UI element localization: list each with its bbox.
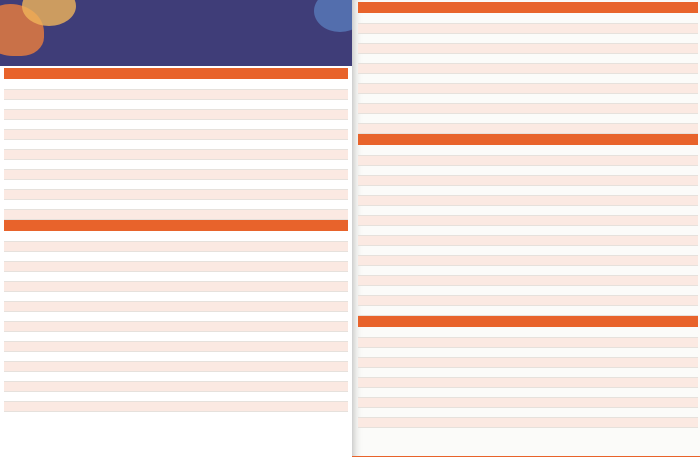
event-cell [68,312,252,321]
event-place [604,64,698,73]
event-place [604,24,698,33]
event-place [604,246,698,255]
event-row [358,124,698,134]
event-place [252,232,348,241]
event-place [604,156,698,165]
event-cell [68,282,252,291]
event-row [358,368,698,378]
event-date [4,190,68,199]
event-date [358,246,422,255]
event-date [4,252,68,261]
event-place [252,190,348,199]
event-date [4,332,68,341]
event-cell [422,114,604,123]
event-cell [422,124,604,133]
event-place [604,84,698,93]
month-header [358,316,698,327]
event-cell [422,186,604,195]
event-cell [422,44,604,53]
event-place [252,272,348,281]
event-date [4,232,68,241]
event-place [252,372,348,381]
event-cell [68,170,252,179]
event-row [358,74,698,84]
event-cell [68,332,252,341]
event-date [358,378,422,387]
month-header [4,68,348,79]
event-place [252,322,348,331]
event-cell [422,408,604,417]
event-place [604,146,698,155]
event-cell [68,322,252,331]
event-place [604,176,698,185]
event-place [252,382,348,391]
event-date [358,368,422,377]
event-date [4,312,68,321]
event-row [4,302,348,312]
event-row [358,286,698,296]
event-cell [422,156,604,165]
event-row [358,226,698,236]
event-row [4,332,348,342]
event-cell [422,206,604,215]
event-place [604,44,698,53]
event-place [604,378,698,387]
event-place [252,332,348,341]
event-cell [68,292,252,301]
month-header [358,134,698,145]
event-place [604,196,698,205]
event-place [252,140,348,149]
event-cell [68,402,252,411]
event-cell [68,242,252,251]
event-place [604,338,698,347]
event-place [604,348,698,357]
event-date [358,114,422,123]
event-place [604,166,698,175]
event-date [358,74,422,83]
event-cell [68,180,252,189]
event-place [604,358,698,367]
event-row [4,140,348,150]
event-cell [422,34,604,43]
event-cell [422,146,604,155]
event-place [252,292,348,301]
event-row [4,272,348,282]
event-date [358,256,422,265]
event-row [358,186,698,196]
event-row [358,24,698,34]
event-row [358,378,698,388]
event-place [252,160,348,169]
event-place [604,328,698,337]
event-place [604,34,698,43]
event-row [4,120,348,130]
event-date [358,306,422,315]
event-date [358,236,422,245]
event-row [358,348,698,358]
event-cell [68,302,252,311]
event-place [252,90,348,99]
event-date [358,296,422,305]
event-date [4,282,68,291]
event-date [4,292,68,301]
event-row [4,282,348,292]
event-row [4,242,348,252]
event-date [4,150,68,159]
event-cell [68,150,252,159]
event-row [358,276,698,286]
event-date [4,242,68,251]
event-date [4,200,68,209]
event-row [358,236,698,246]
event-place [252,180,348,189]
event-cell [68,90,252,99]
event-place [604,236,698,245]
event-row [4,90,348,100]
event-date [358,388,422,397]
event-cell [422,368,604,377]
event-cell [68,140,252,149]
event-date [4,272,68,281]
event-date [358,64,422,73]
event-row [4,200,348,210]
event-date [358,186,422,195]
month-header [358,2,698,13]
event-date [4,210,68,219]
event-cell [422,14,604,23]
event-cell [422,246,604,255]
event-place [604,296,698,305]
event-row [4,322,348,332]
event-row [358,14,698,24]
event-cell [422,418,604,427]
event-date [4,110,68,119]
event-row [358,216,698,226]
event-row [358,156,698,166]
event-cell [422,84,604,93]
event-place [604,54,698,63]
event-date [358,24,422,33]
event-date [4,80,68,89]
event-row [4,110,348,120]
event-place [252,150,348,159]
event-cell [422,398,604,407]
event-place [252,170,348,179]
event-cell [68,210,252,219]
event-row [4,232,348,242]
event-place [604,368,698,377]
event-date [358,348,422,357]
event-row [4,372,348,382]
event-place [252,352,348,361]
event-row [4,352,348,362]
event-place [604,418,698,427]
event-place [252,80,348,89]
event-place [604,74,698,83]
event-row [358,398,698,408]
event-date [358,418,422,427]
event-place [604,388,698,397]
event-row [4,362,348,372]
event-cell [68,110,252,119]
event-row [358,176,698,186]
event-row [4,160,348,170]
event-date [4,392,68,401]
event-row [358,34,698,44]
event-row [358,206,698,216]
event-cell [422,378,604,387]
event-cell [422,176,604,185]
event-date [4,130,68,139]
event-place [604,124,698,133]
event-row [4,312,348,322]
event-row [358,94,698,104]
right-event-list [358,2,698,474]
event-cell [68,342,252,351]
event-place [604,216,698,225]
event-cell [68,120,252,129]
event-date [358,286,422,295]
right-page [352,0,700,476]
event-date [358,94,422,103]
event-date [358,84,422,93]
event-row [358,328,698,338]
event-cell [68,80,252,89]
event-date [358,408,422,417]
header-band [0,0,352,66]
event-row [358,54,698,64]
event-cell [422,348,604,357]
left-event-list [4,68,348,474]
event-place [604,14,698,23]
event-row [358,114,698,124]
event-date [4,342,68,351]
event-cell [422,328,604,337]
event-place [604,266,698,275]
event-cell [422,236,604,245]
event-date [358,358,422,367]
event-cell [422,296,604,305]
event-date [4,90,68,99]
event-row [358,388,698,398]
event-row [358,408,698,418]
event-row [4,292,348,302]
event-cell [68,272,252,281]
event-place [252,362,348,371]
event-place [604,306,698,315]
event-date [358,124,422,133]
event-date [4,352,68,361]
event-cell [68,392,252,401]
event-date [4,120,68,129]
event-row [358,256,698,266]
event-date [4,100,68,109]
event-place [604,114,698,123]
event-cell [68,232,252,241]
event-place [252,210,348,219]
event-date [358,104,422,113]
event-date [4,170,68,179]
event-cell [422,276,604,285]
event-row [358,418,698,428]
event-date [358,166,422,175]
event-row [4,150,348,160]
event-row [358,166,698,176]
event-row [358,196,698,206]
event-place [252,130,348,139]
event-cell [68,252,252,261]
event-row [4,262,348,272]
event-date [358,216,422,225]
event-cell [68,352,252,361]
event-row [358,266,698,276]
event-place [252,262,348,271]
event-date [4,372,68,381]
event-row [4,210,348,220]
event-row [4,342,348,352]
event-cell [68,130,252,139]
event-cell [422,64,604,73]
event-date [358,338,422,347]
event-cell [422,54,604,63]
event-cell [422,286,604,295]
event-cell [422,306,604,315]
event-row [358,246,698,256]
event-row [4,180,348,190]
event-place [252,200,348,209]
event-cell [68,100,252,109]
event-date [358,206,422,215]
event-cell [422,24,604,33]
event-date [358,146,422,155]
event-row [4,252,348,262]
event-date [358,44,422,53]
event-date [358,226,422,235]
event-row [358,104,698,114]
event-cell [68,372,252,381]
event-row [358,358,698,368]
event-cell [422,196,604,205]
event-row [358,306,698,316]
event-row [4,170,348,180]
event-cell [68,262,252,271]
event-place [604,186,698,195]
event-date [4,262,68,271]
event-row [4,392,348,402]
event-cell [68,382,252,391]
event-row [358,338,698,348]
event-date [358,156,422,165]
event-cell [422,166,604,175]
event-place [604,104,698,113]
event-row [358,44,698,54]
event-date [358,14,422,23]
event-cell [68,200,252,209]
event-row [4,80,348,90]
event-place [252,282,348,291]
event-date [4,302,68,311]
event-date [4,160,68,169]
event-date [358,176,422,185]
event-row [4,402,348,412]
event-row [4,100,348,110]
event-date [358,196,422,205]
event-row [358,84,698,94]
event-place [252,312,348,321]
event-date [4,402,68,411]
event-date [358,266,422,275]
event-row [4,382,348,392]
event-cell [422,94,604,103]
event-date [4,140,68,149]
event-date [4,382,68,391]
event-date [4,362,68,371]
event-place [604,276,698,285]
event-place [252,392,348,401]
event-date [4,322,68,331]
event-place [604,256,698,265]
event-place [604,286,698,295]
event-row [358,296,698,306]
event-cell [422,256,604,265]
event-place [604,398,698,407]
event-place [252,342,348,351]
event-cell [422,358,604,367]
event-place [604,408,698,417]
event-row [358,64,698,74]
event-cell [422,388,604,397]
event-date [358,34,422,43]
event-cell [422,226,604,235]
event-cell [422,104,604,113]
event-cell [68,160,252,169]
event-cell [422,338,604,347]
event-cell [68,362,252,371]
event-place [252,120,348,129]
event-row [4,190,348,200]
event-cell [422,266,604,275]
event-cell [422,216,604,225]
decorative-shape [314,0,352,32]
event-place [252,242,348,251]
event-date [358,54,422,63]
event-date [358,328,422,337]
event-place [252,252,348,261]
event-place [252,110,348,119]
event-place [252,302,348,311]
event-place [604,226,698,235]
event-cell [68,190,252,199]
event-row [358,146,698,156]
event-place [604,94,698,103]
footer-note [352,456,700,476]
event-date [358,276,422,285]
event-date [358,398,422,407]
event-cell [422,74,604,83]
event-place [604,206,698,215]
event-date [4,180,68,189]
month-header [4,220,348,231]
event-row [4,130,348,140]
event-place [252,100,348,109]
event-place [252,402,348,411]
